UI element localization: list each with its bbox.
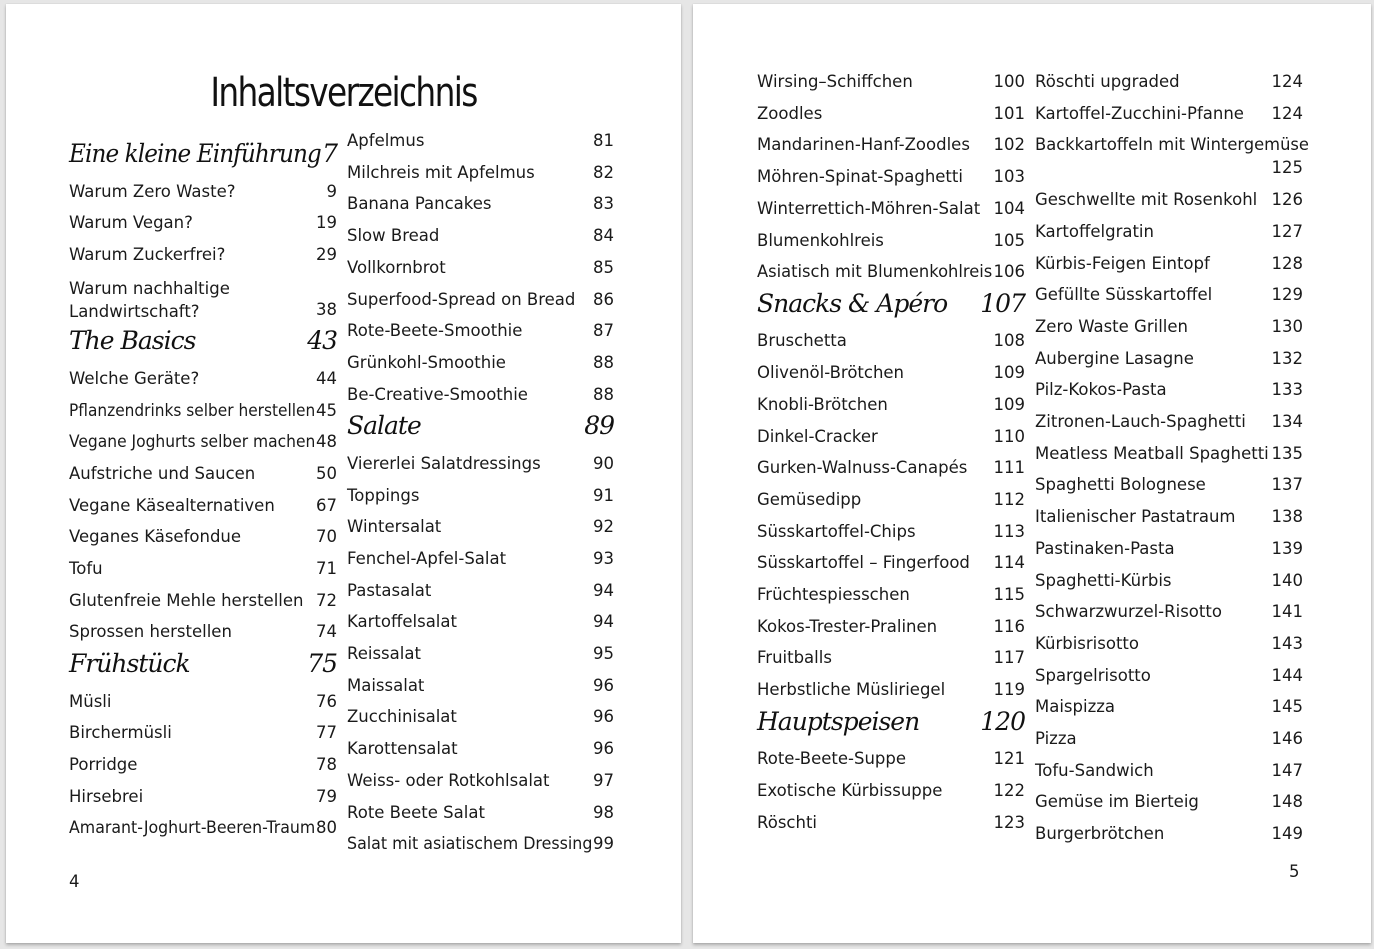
- section-title: The Basics: [69, 326, 196, 356]
- entry-title: Spaghetti-Kürbis: [1035, 570, 1172, 590]
- entry-page-number: 132: [1271, 348, 1303, 368]
- entry-page-number: 113: [993, 521, 1025, 541]
- entry-title: Schwarzwurzel-Risotto: [1035, 602, 1222, 622]
- entry-page-number: 48: [316, 432, 337, 452]
- entry-page-number: 80: [316, 818, 337, 838]
- entry-title: Wirsing–Schiffchen: [757, 72, 913, 91]
- entry-page-number: 88: [593, 352, 614, 372]
- entry-page-number: 148: [1271, 792, 1303, 812]
- section-page-number: 89: [584, 411, 614, 441]
- entry-title: Zero Waste Grillen: [1035, 316, 1188, 336]
- entry-title: Birchermüsli: [69, 723, 172, 743]
- entry-page-number: 116: [993, 616, 1025, 636]
- entry-title: Meatless Meatball Spaghetti: [1035, 443, 1269, 463]
- entry-page-number: 124: [1271, 103, 1303, 123]
- left-page: [6, 4, 681, 943]
- entry-page-number: 81: [593, 131, 614, 150]
- entry-page-number: 96: [593, 707, 614, 727]
- entry-page-number: 88: [593, 384, 614, 404]
- entry-page-number: 149: [1271, 824, 1303, 844]
- entry-title: Milchreis mit Apfelmus: [347, 162, 535, 182]
- entry-page-number: 141: [1271, 602, 1303, 622]
- entry-page-number: 101: [993, 103, 1025, 123]
- entry-title: Kokos-Trester-Pralinen: [757, 616, 938, 636]
- section-page-number: 75: [307, 649, 337, 679]
- entry-title: Pastinaken-Pasta: [1035, 538, 1175, 558]
- entry-title: Hirsebrei: [69, 786, 144, 806]
- entry-title: Warum nachhaltige: [69, 278, 230, 298]
- entry-page-number: 87: [593, 321, 614, 341]
- entry-page-number: 139: [1271, 538, 1303, 558]
- entry-page-number: 74: [316, 622, 337, 642]
- section-title: Eine kleine Einführung: [69, 139, 321, 168]
- section-page-number: 107: [980, 288, 1025, 318]
- entry-page-number: 128: [1271, 253, 1303, 273]
- entry-page-number: 106: [993, 262, 1025, 282]
- entry-page-number: 133: [1271, 380, 1303, 400]
- entry-title: Gemüsedipp: [757, 489, 862, 509]
- entry-page-number: 9: [326, 181, 337, 201]
- entry-title: Müsli: [69, 691, 112, 711]
- entry-title: Tofu-Sandwich: [1035, 760, 1154, 780]
- entry-title: Kartoffel-Zucchini-Pfanne: [1035, 103, 1244, 123]
- entry-page-number: 86: [593, 289, 614, 309]
- entry-title: Burgerbrötchen: [1035, 824, 1165, 844]
- entry-page-number: 97: [593, 770, 614, 790]
- entry-title: Italienischer Pastatraum: [1035, 507, 1236, 527]
- entry-title: Superfood-Spread on Bread: [347, 289, 576, 309]
- entry-page-number: 114: [993, 553, 1025, 573]
- entry-title: Olivenöl-Brötchen: [757, 363, 905, 383]
- entry-title: Süsskartoffel – Fingerfood: [757, 553, 970, 573]
- entry-title: Weiss- oder Rotkohlsalat: [347, 770, 550, 790]
- entry-title: Gurken-Walnuss-Canapés: [757, 458, 968, 478]
- entry-page-number: 96: [593, 675, 614, 695]
- entry-page-number: 84: [593, 226, 614, 246]
- entry-title: Winterrettich-Möhren-Salat: [757, 198, 981, 218]
- entry-title: Vollkornbrot: [347, 257, 446, 277]
- entry-title: Spargelrisotto: [1035, 665, 1151, 685]
- entry-page-number: 115: [993, 585, 1025, 604]
- entry-page-number: 125: [1271, 158, 1303, 178]
- entry-title: Kürbisrisotto: [1035, 633, 1139, 653]
- entry-title: Warum Zero Waste?: [69, 181, 236, 201]
- entry-page-number: 45: [316, 400, 337, 420]
- entry-title: Rote-Beete-Suppe: [757, 749, 907, 769]
- entry-page-number: 146: [1271, 729, 1303, 748]
- entry-page-number: 105: [993, 230, 1025, 250]
- entry-title: Herbstliche Müsliriegel: [757, 680, 946, 700]
- entry-title: Früchtespiesschen: [757, 585, 910, 604]
- entry-title: Fenchel-Apfel-Salat: [347, 548, 507, 568]
- entry-page-number: 29: [316, 244, 337, 264]
- entry-title: Apfelmus: [347, 131, 425, 150]
- entry-page-number: 109: [993, 363, 1025, 383]
- entry-page-number: 77: [316, 723, 337, 743]
- entry-title: Röschti: [757, 812, 817, 832]
- entry-title: Aufstriche und Saucen: [69, 463, 256, 483]
- entry-page-number: 70: [316, 527, 337, 547]
- entry-page-number: 135: [1271, 443, 1303, 463]
- entry-title: Kartoffelsalat: [347, 612, 457, 632]
- entry-title: Maispizza: [1035, 697, 1116, 717]
- section-title: Snacks & Apéro: [757, 288, 948, 318]
- entry-page-number: 144: [1271, 665, 1303, 685]
- entry-page-number: 119: [993, 680, 1025, 700]
- entry-title: Mandarinen-Hanf-Zoodles: [757, 135, 970, 155]
- entry-title: Dinkel-Cracker: [757, 426, 878, 446]
- entry-title: Kartoffelgratin: [1035, 221, 1154, 241]
- entry-page-number: 44: [316, 368, 337, 388]
- section-title: Salate: [347, 411, 421, 441]
- entry-title: Slow Bread: [347, 226, 440, 246]
- entry-title: Toppings: [347, 485, 420, 505]
- entry-title: Blumenkohlreis: [757, 230, 884, 250]
- section-title: Hauptspeisen: [757, 706, 920, 736]
- entry-title: Maissalat: [347, 675, 425, 695]
- entry-page-number: 72: [316, 590, 337, 610]
- entry-page-number: 94: [593, 580, 614, 600]
- entry-title: Banana Pancakes: [347, 194, 492, 214]
- entry-page-number: 137: [1271, 475, 1303, 495]
- entry-title: Wintersalat: [347, 517, 442, 537]
- entry-title: Geschwellte mit Rosenkohl: [1035, 190, 1258, 210]
- entry-page-number: 122: [993, 781, 1025, 800]
- entry-title: Rote Beete Salat: [347, 802, 485, 822]
- entry-title: Fruitballs: [757, 648, 832, 668]
- entry-page-number: 79: [316, 786, 337, 806]
- entry-title: Porridge: [69, 755, 138, 774]
- entry-title: Veganes Käsefondue: [69, 527, 242, 547]
- entry-page-number: 129: [1271, 285, 1303, 305]
- entry-page-number: 78: [316, 755, 337, 774]
- entry-page-number: 145: [1271, 697, 1303, 717]
- entry-title: Gemüse im Bierteig: [1035, 792, 1199, 812]
- right-page: [693, 4, 1371, 943]
- entry-title-line-2: Landwirtschaft?: [69, 301, 200, 321]
- entry-title: Kürbis-Feigen Eintopf: [1035, 253, 1210, 273]
- entry-page-number: 127: [1271, 221, 1303, 241]
- entry-title: Süsskartoffel-Chips: [757, 521, 916, 541]
- entry-title: Salat mit asiatischem Dressing: [347, 834, 593, 854]
- entry-page-number: 143: [1271, 633, 1303, 653]
- entry-title: Reissalat: [347, 644, 421, 663]
- entry-title: Warum Vegan?: [69, 213, 193, 233]
- entry-page-number: 93: [593, 548, 614, 568]
- entry-title: Asiatisch mit Blumenkohlreis: [757, 262, 993, 282]
- section-page-number: 43: [307, 326, 337, 356]
- entry-title: Aubergine Lasagne: [1035, 348, 1194, 368]
- page-number: 5: [1289, 862, 1300, 881]
- entry-title: Vegane Käsealternativen: [69, 495, 275, 515]
- entry-page-number: 134: [1271, 412, 1303, 431]
- entry-page-number: 126: [1271, 190, 1303, 210]
- entry-page-number: 138: [1271, 507, 1303, 527]
- entry-page-number: 91: [593, 485, 614, 505]
- entry-page-number: 50: [316, 463, 337, 483]
- entry-title: Bruschetta: [757, 331, 847, 351]
- entry-page-number: 104: [993, 198, 1025, 218]
- entry-page-number: 92: [593, 517, 614, 537]
- entry-title: Röschti upgraded: [1035, 72, 1180, 91]
- entry-page-number: 76: [316, 691, 337, 711]
- entry-title: Tofu: [69, 559, 103, 578]
- entry-title: Grünkohl-Smoothie: [347, 352, 506, 372]
- entry-title: Rote-Beete-Smoothie: [347, 321, 523, 341]
- entry-page-number: 90: [593, 453, 614, 473]
- entry-title: Pastasalat: [347, 580, 432, 600]
- entry-title: Gefüllte Süsskartoffel: [1035, 285, 1213, 305]
- entry-title: Backkartoffeln mit Wintergemüse: [1035, 135, 1309, 155]
- entry-title: Be-Creative-Smoothie: [347, 384, 528, 404]
- entry-title: Zucchinisalat: [347, 707, 457, 727]
- entry-title: Knobli-Brötchen: [757, 394, 888, 414]
- entry-page-number: 98: [593, 802, 614, 822]
- entry-page-number: 121: [993, 749, 1025, 769]
- entry-title: Zoodles: [757, 103, 823, 123]
- entry-page-number: 102: [993, 135, 1025, 155]
- section-page-number: 7: [322, 139, 337, 168]
- entry-page-number: 109: [993, 394, 1025, 414]
- entry-title: Warum Zuckerfrei?: [69, 244, 226, 264]
- section-page-number: 120: [980, 706, 1025, 736]
- entry-title: Karottensalat: [347, 739, 458, 759]
- entry-title: Spaghetti Bolognese: [1035, 475, 1206, 495]
- entry-title: Pflanzendrinks selber herstellen: [69, 400, 316, 420]
- entry-page-number: 82: [593, 162, 614, 182]
- entry-page-number: 108: [993, 331, 1025, 351]
- entry-page-number: 85: [593, 257, 614, 277]
- section-title: Frühstück: [69, 649, 190, 679]
- entry-page-number: 140: [1271, 570, 1303, 590]
- entry-title: Vegane Joghurts selber machen: [69, 432, 316, 452]
- page-title: Inhaltsverzeichnis: [210, 70, 477, 116]
- entry-title: Viererlei Salatdressings: [347, 453, 541, 473]
- entry-page-number: 110: [993, 426, 1025, 446]
- entry-page-number: 95: [593, 644, 614, 663]
- page-number: 4: [69, 872, 80, 891]
- entry-title: Exotische Kürbissuppe: [757, 781, 943, 800]
- entry-page-number: 38: [316, 299, 337, 319]
- entry-page-number: 96: [593, 739, 614, 759]
- entry-title: Pizza: [1035, 729, 1077, 748]
- entry-title: Zitronen-Lauch-Spaghetti: [1035, 412, 1246, 431]
- entry-page-number: 99: [593, 834, 614, 854]
- entry-page-number: 111: [993, 458, 1025, 478]
- entry-page-number: 117: [993, 648, 1025, 668]
- entry-page-number: 130: [1271, 316, 1303, 336]
- entry-page-number: 100: [993, 72, 1025, 91]
- entry-title: Amarant-Joghurt-Beeren-Traum: [69, 818, 316, 838]
- entry-title: Sprossen herstellen: [69, 622, 232, 642]
- entry-page-number: 83: [593, 194, 614, 214]
- entry-page-number: 103: [993, 167, 1025, 187]
- entry-title: Pilz-Kokos-Pasta: [1035, 380, 1167, 400]
- entry-page-number: 123: [993, 812, 1025, 832]
- entry-page-number: 19: [316, 213, 337, 233]
- entry-title: Glutenfreie Mehle herstellen: [69, 590, 304, 610]
- entry-title: Möhren-Spinat-Spaghetti: [757, 167, 963, 187]
- entry-title: Welche Geräte?: [69, 368, 200, 388]
- entry-page-number: 67: [316, 495, 337, 515]
- entry-page-number: 124: [1271, 72, 1303, 91]
- entry-page-number: 94: [593, 612, 614, 632]
- entry-page-number: 147: [1271, 760, 1303, 780]
- entry-page-number: 112: [993, 489, 1025, 509]
- entry-page-number: 71: [316, 559, 337, 578]
